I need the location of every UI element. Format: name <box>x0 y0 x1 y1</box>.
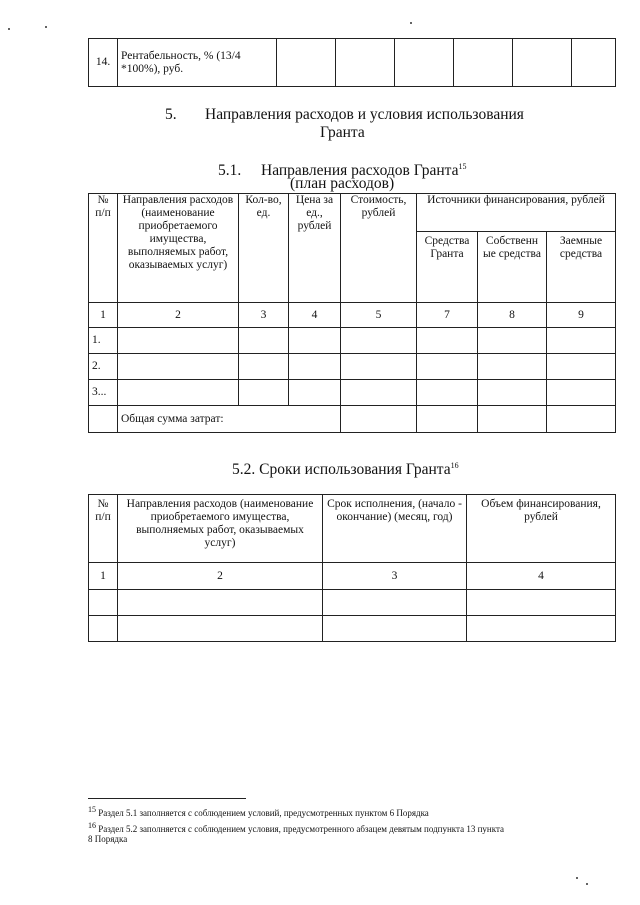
col-header-direction: Направления расходов (наименование приобретаемого имущества, выполняемых работ, оказываемых услуг) <box>118 495 323 563</box>
col-number: 1 <box>89 303 118 328</box>
table-cell <box>277 39 336 87</box>
table-row <box>89 616 616 642</box>
table-cell <box>289 354 341 380</box>
table-cell <box>341 406 417 433</box>
section-51-subtitle: (план расходов) <box>290 175 395 192</box>
row-number: 1. <box>89 328 118 354</box>
table-cell <box>118 354 239 380</box>
row-number: 2. <box>89 354 118 380</box>
row-number: 3... <box>89 380 118 406</box>
col-header-term: Срок исполнения, (начало - окончание) (месяц, год) <box>323 495 467 563</box>
table-cell <box>467 590 616 616</box>
usage-terms-table <box>88 494 616 642</box>
col-number: 3 <box>323 563 467 590</box>
scan-speck <box>410 22 412 24</box>
col-number: 4 <box>289 303 341 328</box>
table-cell <box>239 354 289 380</box>
table-cell <box>417 380 478 406</box>
footnote-15 <box>88 804 616 819</box>
section-5-title-line2: Гранта <box>320 124 365 141</box>
col-number: 1 <box>89 563 118 590</box>
profitability-table <box>88 38 616 87</box>
table-cell <box>341 354 417 380</box>
table-cell <box>118 380 239 406</box>
row-label <box>118 39 277 87</box>
col-number: 2 <box>118 563 323 590</box>
scan-speck <box>45 26 47 28</box>
table-cell <box>289 328 341 354</box>
scan-speck <box>576 877 578 879</box>
col-header-num: № п/п <box>89 194 118 303</box>
table-cell <box>572 39 616 87</box>
table-cell <box>341 380 417 406</box>
table-row <box>89 354 616 380</box>
col-number: 7 <box>417 303 478 328</box>
table-cell <box>478 380 547 406</box>
col-number: 3 <box>239 303 289 328</box>
scan-speck <box>586 883 588 885</box>
table-cell <box>513 39 572 87</box>
table-cell <box>239 328 289 354</box>
table-cell <box>323 616 467 642</box>
table-cell <box>239 380 289 406</box>
section-52-title: 5.2. Сроки использования Гранта <box>232 461 451 479</box>
table-cell <box>336 39 395 87</box>
col-number: 8 <box>478 303 547 328</box>
table-cell <box>323 590 467 616</box>
footnote-number: 16 <box>88 821 96 830</box>
table-cell <box>89 406 118 433</box>
table-cell <box>417 328 478 354</box>
footnote-ref-16: 16 <box>450 461 459 470</box>
table-cell <box>289 380 341 406</box>
section-51-number: 5.1. <box>218 162 242 180</box>
row-label-line2: *100%), руб. <box>121 62 184 75</box>
section-5-number: 5. <box>165 106 177 123</box>
col-number: 9 <box>547 303 616 328</box>
col-header-qty: Кол-во, ед. <box>239 194 289 303</box>
footnote-text: Раздел 5.1 заполняется с соблюдением условий, предусмотренных пунктом 6 Порядка <box>98 808 429 818</box>
table-cell <box>547 380 616 406</box>
table-cell <box>478 328 547 354</box>
footnote-text: Раздел 5.2 заполняется с соблюдением условия, предусмотренного абзацем девятым подпункта 13 пункта <box>98 824 505 834</box>
row-label-line1: Рентабельность, % (13/4 <box>121 49 241 62</box>
table-cell <box>89 616 118 642</box>
table-cell <box>454 39 513 87</box>
col-header-price: Цена за ед., рублей <box>289 194 341 303</box>
table-cell <box>89 590 118 616</box>
col-header-num: № п/п <box>89 495 118 563</box>
table-row <box>89 328 616 354</box>
col-header-own-funds: Собственн ые средства <box>478 232 547 303</box>
section-5-title-line1: Направления расходов и условия использования <box>205 106 524 123</box>
table-cell <box>547 328 616 354</box>
table-cell <box>478 406 547 433</box>
scan-speck <box>8 28 10 30</box>
total-row <box>89 406 616 433</box>
table-cell <box>341 328 417 354</box>
table-cell <box>478 354 547 380</box>
table-cell <box>467 616 616 642</box>
table-cell <box>417 406 478 433</box>
section-52-heading <box>232 457 459 479</box>
table-row <box>89 590 616 616</box>
table-cell <box>118 590 323 616</box>
col-number: 2 <box>118 303 239 328</box>
table-cell <box>417 354 478 380</box>
col-header-grant-funds: Средства Гранта <box>417 232 478 303</box>
row-number: 14. <box>89 39 118 87</box>
footnote-ref-15: 15 <box>458 162 467 171</box>
col-header-volume: Объем финансирования, рублей <box>467 495 616 563</box>
col-header-sources: Источники финансирования, рублей <box>417 194 616 232</box>
table-cell <box>547 354 616 380</box>
table-row <box>89 380 616 406</box>
col-header-direction: Направления расходов (наименование приобретаемого имущества, выполняемых работ, оказываемых услуг) <box>118 194 239 303</box>
col-header-cost: Стоимость, рублей <box>341 194 417 303</box>
footnote-16 <box>88 820 616 835</box>
col-header-borrowed-funds: Заемные средства <box>547 232 616 303</box>
total-label: Общая сумма затрат: <box>118 406 341 433</box>
table-cell <box>547 406 616 433</box>
expenses-plan-table <box>88 193 616 433</box>
table-cell <box>118 328 239 354</box>
footnote-number: 15 <box>88 805 96 814</box>
col-number: 4 <box>467 563 616 590</box>
col-number: 5 <box>341 303 417 328</box>
table-cell <box>395 39 454 87</box>
footnote-divider <box>88 798 246 799</box>
table-cell <box>118 616 323 642</box>
section-51-title: Направления расходов Гранта <box>261 162 459 180</box>
footnote-16-continuation: 8 Порядка <box>88 834 128 844</box>
